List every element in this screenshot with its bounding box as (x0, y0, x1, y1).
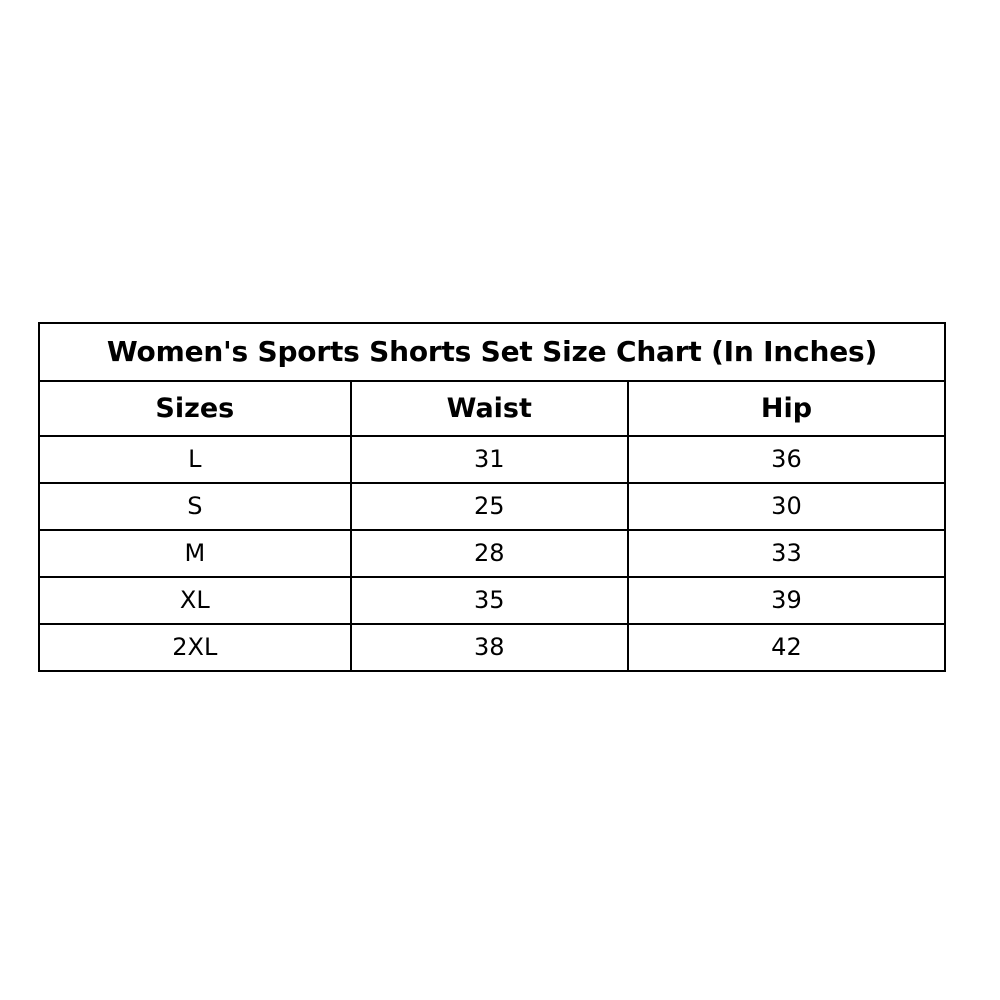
cell-hip: 33 (628, 530, 945, 577)
cell-waist: 31 (351, 436, 628, 483)
column-header-waist: Waist (351, 381, 628, 436)
size-chart-table (38, 322, 946, 672)
table-row (39, 624, 945, 671)
cell-waist: 35 (351, 577, 628, 624)
table-row (39, 436, 945, 483)
table-row (39, 530, 945, 577)
page-title: Women's Sports Shorts Set Size Chart (In Inches) (39, 323, 945, 381)
cell-size: S (39, 483, 351, 530)
cell-waist: 25 (351, 483, 628, 530)
cell-size: XL (39, 577, 351, 624)
size-chart-container (38, 322, 946, 672)
cell-waist: 38 (351, 624, 628, 671)
cell-hip: 42 (628, 624, 945, 671)
column-header-hip: Hip (628, 381, 945, 436)
table-header-row (39, 381, 945, 436)
cell-hip: 39 (628, 577, 945, 624)
table-row (39, 483, 945, 530)
cell-size: 2XL (39, 624, 351, 671)
table-row (39, 577, 945, 624)
table-title-row (39, 323, 945, 381)
cell-size: M (39, 530, 351, 577)
cell-hip: 30 (628, 483, 945, 530)
cell-size: L (39, 436, 351, 483)
cell-waist: 28 (351, 530, 628, 577)
column-header-sizes: Sizes (39, 381, 351, 436)
cell-hip: 36 (628, 436, 945, 483)
